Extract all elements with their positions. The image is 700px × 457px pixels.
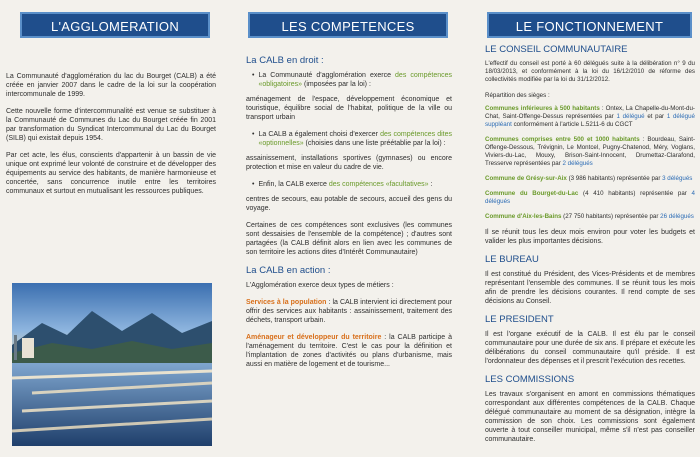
facultatives-detail: centres de secours, eau potable de secours, accueil des gens du voyage. xyxy=(246,196,452,212)
conseil-heading: LE CONSEIL COMMUNAUTAIRE xyxy=(485,44,628,55)
bureau-heading: LE BUREAU xyxy=(485,254,539,265)
bureau-text: Il est constitué du Président, des Vices-Présidents et de membres représentant l'ensemble des communes. Il se réunit tous les mois afin de prendre les décisions courantes. Il rend compte de ses décisions au Conseil. xyxy=(485,271,695,305)
bullet-facultatives xyxy=(252,180,452,189)
communes-moins-500-text: : Ontex, La Chapelle-du-Mont-du-Chat, Saint-Offenge-Dessus représentées par xyxy=(485,105,695,120)
communes-500-1000-text: : Bourdeau, Saint-Offenge-Dessous, Trévignin, Le Montcel, Pugny-Chatenod, Méry, Voglans, Viviers-du-Lac, Mouxy, Brison-Saint-Innocent, Drumettaz-Clarafond, Tresserve représentées par xyxy=(485,136,696,167)
communes-moins-500-mid: et par xyxy=(644,113,667,120)
column-competences xyxy=(240,0,460,457)
communes-moins-500-delegues: 1 délégué xyxy=(616,113,645,120)
communes-moins-500-title: Communes inférieures à 500 habitants xyxy=(485,105,600,112)
commissions-text: Les travaux s'organisent en amont en commissions thématiques correspondant aux différentes compétences de la CALB. Chaque délégué communautaire au moment de sa désignation, intègre la commission de son choix. Les commissions sont également ouverte à tout conseiller municipal, même s'il n'est pas conseiller communautaire. xyxy=(485,391,695,443)
commune-bourget-text: (4 410 habitants) représentée par xyxy=(578,190,692,197)
bullet-optionnelles-highlight: des compétences dites «optionnelles» xyxy=(258,131,452,147)
section-en-droit-title: La CALB en droit : xyxy=(246,55,324,66)
agglomeration-banner: L'AGGLOMERATION xyxy=(20,12,210,38)
bullet-optionnelles xyxy=(252,130,452,148)
bullet-facultatives-post: : xyxy=(428,181,433,188)
lake-marina-illustration xyxy=(12,283,212,446)
conseil-effectif: L'effectif du conseil est porté à 60 délégués suite à la délibération n° 9 du 18/03/2013, et conformément à la loi du 16/12/2010 de réforme des collectivités modifiée par la loi du 31/12/2012. xyxy=(485,60,695,83)
metier-services-text: : la CALB intervient ici directement pour offrir des services aux habitants : assainissement, traitement des déchets, transport urbain. xyxy=(246,299,453,324)
optionnelles-detail: assainissement, installations sportives (gymnases) ou encore protection et mise en valeur du cadre de vie. xyxy=(246,155,452,171)
bullet-dot: • xyxy=(252,72,255,79)
communes-moins-500-end: conformément à l'article L.5211-6 du CGCT xyxy=(511,121,633,128)
communes-moins-500-suppleant: 1 délégué suppléant xyxy=(485,113,695,128)
repartition-label: Répartition des sièges : xyxy=(485,92,550,99)
communes-moins-500 xyxy=(485,105,695,129)
communes-500-1000 xyxy=(485,136,695,168)
bullet-obligatoires-pre: La Communauté d'agglomération exerce xyxy=(258,72,396,79)
bullet-obligatoires-highlight: des compétences «obligatoires» xyxy=(258,72,452,88)
competences-banner: LES COMPETENCES xyxy=(248,12,448,38)
column-agglomeration xyxy=(0,0,232,457)
agglomeration-paragraph-2: Cette nouvelle forme d'intercommunalité est venue se substituer à la Communauté de Communes du Lac du Bourget créée fin 2001 par transformation du Syndicat Intercommunal du Lac du Bourget (SILB) qui existait depuis 1954. xyxy=(6,108,216,142)
competences-text xyxy=(246,55,452,377)
communes-500-1000-delegues: 2 délégués xyxy=(562,160,593,167)
commune-bourget-delegues: 4 délégués xyxy=(485,190,695,205)
metier-services xyxy=(246,298,452,325)
metier-amenageur-title: Aménageur et développeur du territoire xyxy=(246,334,382,341)
column-fonctionnement xyxy=(477,0,700,457)
commune-bourget-title: Commune du Bourget-du-Lac xyxy=(485,190,579,197)
bullet-dot: • xyxy=(252,181,255,188)
agglomeration-text xyxy=(6,72,216,204)
fonctionnement-banner: LE FONCTIONNEMENT xyxy=(487,12,692,38)
obligatoires-detail: aménagement de l'espace, développement économique et touristique, équilibre social de l'habitat, politique de la ville ou transport urbain xyxy=(246,96,452,121)
bullet-dot: • xyxy=(252,131,255,138)
commune-aix xyxy=(485,213,695,221)
agglomeration-paragraph-3: Par cet acte, les élus, conscients d'appartenir à un bassin de vie unique ont exprimé leur volonté de construire et de développer des équipements au service des habitants, de manière harmonieuse et concertée, sans concurrence inutile entre les territoires communaux et surtout en mutualisant les ressources publiques. xyxy=(6,152,216,195)
commune-gresy-delegues: 3 délégués xyxy=(662,175,693,182)
fonctionnement-text xyxy=(485,44,695,452)
metier-amenageur xyxy=(246,333,452,369)
commune-aix-delegues: 26 délégués xyxy=(660,213,694,220)
bullet-facultatives-highlight: des compétences «facultatives» xyxy=(328,181,429,188)
commune-bourget xyxy=(485,190,695,206)
commune-aix-text: (27 750 habitants) représentée par xyxy=(561,213,661,220)
metiers-intro: L'Agglomération exerce deux types de métiers : xyxy=(246,282,394,289)
bullet-facultatives-pre: Enfin, la CALB exerce xyxy=(258,181,329,188)
bullet-optionnelles-post: (choisies dans une liste préétablie par la loi) : xyxy=(303,140,446,147)
commune-gresy-title: Commune de Grésy-sur-Aix xyxy=(485,175,567,182)
commissions-heading: LES COMMISSIONS xyxy=(485,374,575,385)
metier-services-title: Services à la population xyxy=(246,299,327,306)
bullet-optionnelles-pre: La CALB a également choisi d'exercer xyxy=(258,131,381,138)
communes-500-1000-title: Communes comprises entre 500 et 1000 habitants xyxy=(485,136,640,143)
agglomeration-paragraph-1: La Communauté d'agglomération du lac du Bourget (CALB) a été créée en janvier 2007 dans le cadre de la loi sur la coopération intercommunale de 1999. xyxy=(6,73,216,98)
metier-amenageur-text: : la CALB participe à l'aménagement du territoire. C'est le cas pour la définition et l'implantation de zones d'activités ou plans d'urbanisme, mais aussi en matière de logement et de tourisme... xyxy=(246,334,452,368)
president-text: Il est l'organe exécutif de la CALB. Il est élu par le conseil communautaire pour une durée de six ans. Il prépare et exécute les délibérations du conseil communautaire qu'il préside. Il est l'ordonnateur des dépenses et il prescrit l'exécution des recettes. xyxy=(485,331,695,365)
commune-gresy-text: (3 986 habitants) représentée par xyxy=(566,175,663,182)
lake-marina-photo xyxy=(12,283,212,446)
conseil-reunion: Il se réunit tous les deux mois environ pour voter les budgets et valider les plus importantes décisions. xyxy=(485,229,695,245)
commune-gresy xyxy=(485,175,695,183)
commune-aix-title: Commune d'Aix-les-Bains xyxy=(485,213,562,220)
section-en-action-title: La CALB en action : xyxy=(246,265,331,276)
bullet-obligatoires-post: (imposées par la loi) : xyxy=(302,81,371,88)
president-heading: LE PRESIDENT xyxy=(485,314,554,325)
bullet-obligatoires xyxy=(252,71,452,89)
competences-partage-text: Certaines de ces compétences sont exclusives (les communes sont dessaisies de l'ensemble de la compétence) ; d'autres sont partagées (la CALB définit alors en lien avec les communes de son territoire les actions dites d'Intérêt Communautaire) xyxy=(246,222,452,256)
